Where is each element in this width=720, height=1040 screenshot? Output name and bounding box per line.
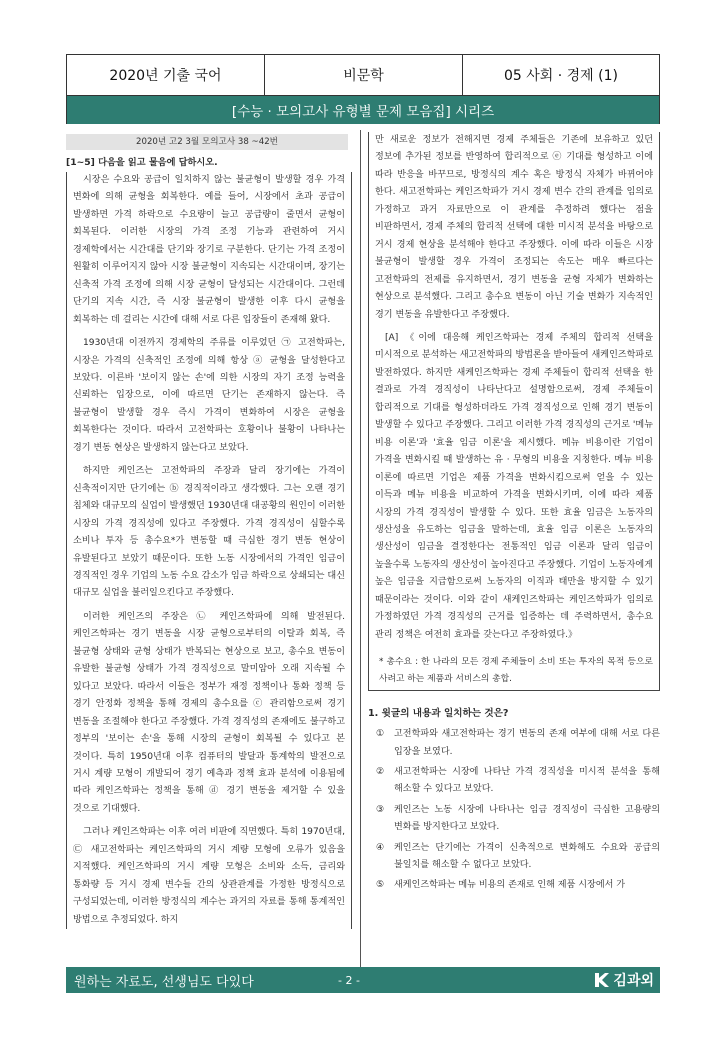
passage-paragraph: 만 새로운 정보가 전해지면 경제 주체들은 기존에 보유하고 있던 정보에 추가된 정보를 반영하여 합리적으로 ⓔ 기대를 형성하고 이에 따라 반응을 바꾸므로, 방정식의 계수 혹은 방정식 자체가 바뀌어야 한다. 새고전학파는 케인즈학파가 거시 경제 변수 간의 관계를 임의로 가정하고 과거 자료만으로 이 관계를 추정하려 했다는 점을 비판하면서, 경제 주체의 합리적 선택에 대한 미시적 분석을 바탕으로 거시 경제 현상을 분석해야 한다고 주장했다. 이에 따라 이들은 시장 불균형이 발생할 경우 가격이 조정되는 속도는 매우 빠르다는 고전학파의 전제를 유지하면서, 경기 변동을 균형 자체가 변화하는 현상으로 분석했다. 그리고 총수요 변동이 아닌 기술 변화가 지속적인 경기 변동을 유발한다고 주장했다. xyxy=(375,135,653,320)
option-text: 새고전학파는 시장에 나타난 가격 경직성을 미시적 분석을 통해 해소할 수 있다고 보았다. xyxy=(394,766,660,795)
source-label: 2020년 고2 3월 모의고사 38 ~42번 xyxy=(66,134,348,150)
passage-paragraph: 하지만 케인즈는 고전학파의 주장과 달리 장기에는 가격이 신축적이지만 단기에는 ⓑ 경직적이라고 생각했다. 그는 오랜 경기 침체와 대규모의 실업이 발생했던 1930년대 대공황의 원인이 이러한 시장의 가격 경직성에 있다고 주장했다. 가격 경직성이 심할수록 소비나 투자 등 총수요*가 변동할 때 극심한 경기 변동 현상이 유발된다고 보았기 때문이다. 또한 노동 시장에서의 가격인 임금이 경직적인 경우 기업의 노동 수요 감소가 임금 하락으로 상쇄되는 대신 대규모 실업을 불러일으킨다고 주장했다. xyxy=(73,466,345,599)
brand-logo xyxy=(594,970,654,990)
column-divider xyxy=(360,130,361,967)
footer-bar xyxy=(66,967,660,993)
answer-option[interactable] xyxy=(368,764,660,799)
logo-text: 김과외 xyxy=(613,973,654,989)
left-column xyxy=(66,132,352,966)
passage-box-left xyxy=(66,172,352,929)
answer-option[interactable] xyxy=(368,840,660,875)
k-logo-icon xyxy=(594,972,610,988)
option-text: 케인즈는 노동 시장에 나타나는 임금 경직성이 극심한 고용량의 변화를 방지한다고 보았다. xyxy=(394,804,660,833)
right-column xyxy=(368,132,660,966)
answer-option[interactable] xyxy=(368,726,660,761)
footer-tagline: 원하는 자료도, 선생님도 다있다 xyxy=(74,974,254,990)
header-exam-year: 2020년 기출 국어 xyxy=(67,55,265,95)
answer-option[interactable] xyxy=(368,877,660,894)
option-number: ② xyxy=(376,766,385,777)
option-text: 고전학파와 새고전학파는 경기 변동의 존재 여부에 대해 서로 다른 입장을 보였다. xyxy=(394,729,660,757)
passage-paragraph: 그러나 케인즈학파는 이후 여러 비판에 직면했다. 특히 1970년대, ㉢ 새고전학파는 케인즈학파의 거시 계량 모형에 오류가 있음을 지적했다. 케인즈학파의 거시 계량 모형은 소비와 소득, 금리와 통화량 등 거시 경제 변수들 간의 상관관계를 가정한 방정식으로 구성되었는데, 이러한 방정식의 계수는 과거의 자료를 통해 통계적인 방법으로 추정되었다. 하지 xyxy=(73,827,345,925)
passage-box-right xyxy=(368,132,660,691)
header-unit: 05 사회 · 경제 (1) xyxy=(504,68,618,84)
passage-paragraph: 1930년대 이전까지 경제학의 주류를 이루었던 ㉠ 고전학파는, 시장은 가격의 신축적인 조정에 의해 항상 ⓐ 균형을 달성한다고 보았다. 이른바 '보이지 않는 손'에 의한 시장의 자기 조정 능력을 신뢰하는 입장으로, 이에 따르면 단기는 존재하지 않는다. 즉 불균형이 발생할 경우 즉시 가격이 변화하여 시장은 균형을 회복한다는 것이다. 따라서 고전학파는 호황이나 불황이 나타나는 경기 변동 현상은 발생하지 않는다고 보았다. xyxy=(73,338,345,453)
header-category: 비문학 xyxy=(265,55,463,95)
instruction: [1~5] 다음을 읽고 물음에 답하시오. xyxy=(66,157,218,168)
option-text: 새케인즈학파는 메뉴 비용의 존재로 인해 제품 시장에서 가 xyxy=(394,880,626,891)
option-text: 케인즈는 단기에는 가격이 신축적으로 변화해도 수요와 공급의 불일치를 해소할 수 없다고 보았다. xyxy=(394,842,660,870)
option-number: ③ xyxy=(376,804,385,815)
option-number: ⑤ xyxy=(376,880,385,891)
question-title: 1. 윗글의 내용과 일치하는 것은? xyxy=(368,708,509,720)
passage-paragraph: 이러한 케인즈의 주장은 ㉡ 케인즈학파에 의해 발전된다. 케인즈학파는 경기 변동을 시장 균형으로부터의 이탈과 회복, 즉 불균형 상태와 균형 상태가 반복되는 현상으로 보고, 총수요 변동이 유발한 불균형 상태가 가격 경직성으로 말미암아 오래 지속될 수 있다고 보았다. 따라서 이들은 정부가 재정 정책이나 통화 정책 등 경기 안정화 정책을 통해 경제의 총수요를 ⓒ 관리함으로써 경기 변동을 조절해야 한다고 주장했다. 가격 경직성의 존재에도 불구하고 정부의 '보이는 손'을 통해 시장의 균형이 회복될 수 있다고 본 것이다. 특히 1950년대 이후 컴퓨터의 발달과 통계학의 발전으로 거시 계량 모형이 개발되어 경기 예측과 정책 효과 분석에 이용됨에 따라 케인즈학파는 정책을 통해 ⓓ 경기 변동을 제거할 수 있을 것으로 기대했다. xyxy=(73,611,345,814)
answer-option[interactable] xyxy=(368,802,660,837)
footnote: * 총수요 : 한 나라의 모든 경제 주체들이 소비 또는 투자의 목적 등으로 사려고 하는 제품과 서비스의 총합. xyxy=(379,657,653,685)
option-number: ④ xyxy=(376,842,385,853)
header-table xyxy=(66,54,660,96)
page-number: - 2 - xyxy=(338,973,360,987)
passage-paragraph: 시장은 수요와 공급이 일치하지 않는 불균형이 발생할 경우 가격 변화에 의해 균형을 회복한다. 예를 들어, 시장에서 초과 공급이 발생하면 가격 하락으로 수요량이 늘고 공급량이 줄면서 균형이 회복된다. 이러한 시장의 가격 조정 기능과 관련하여 거시 경제학에서는 시간대를 단기와 장기로 구분한다. 단기는 가격 조정이 원활히 이루어지지 않아 시장 불균형이 지속되는 시간대이며, 장기는 신축적 가격 조정에 의해 시장 균형이 달성되는 시간대이다. 그런데 단기의 지속 시간, 즉 시장 불균형이 발생한 이후 다시 균형을 회복하는 데 걸리는 시간에 대해 서로 다른 입장들이 존재해 왔다. xyxy=(73,175,345,325)
option-number: ① xyxy=(376,729,385,740)
passage-paragraph-a: [A] 《이에 대응해 케인즈학파는 경제 주체의 합리적 선택을 미시적으로 분석하는 새고전학파의 방법론을 받아들여 새케인즈학파로 발전하였다. 하지만 새케인즈학파는 경제 주체들이 합리적 선택을 한 결과로 가격 경직성이 나타난다고 설명함으로써, 경제 주체들이 합리적으로 기대를 형성하더라도 가격 경직성으로 인해 경기 변동이 발생할 수 있다고 주장했다. 그리고 이러한 가격 경직성의 근거로 '메뉴 비용 이론'과 '효율 임금 이론'을 제시했다. 메뉴 비용이란 기업이 가격을 변화시킬 때 발생하는 유 · 무형의 비용을 지칭한다. 메뉴 비용 이론에 따르면 기업은 제품 가격을 변화시킴으로써 얻을 수 있는 이득과 메뉴 비용을 비교하여 가격을 변화시키며, 이에 따라 제품 시장의 가격 경직성이 발생할 수 있다. 또한 효율 임금은 노동자의 생산성을 유도하는 임금을 말하는데, 효율 임금 이론은 노동자의 생산성이 임금을 결정한다는 전통적인 임금 이론과 달리 임금이 높을수록 노동자의 생산성이 높아진다고 주장했다. 기업이 노동자에게 높은 임금을 지급함으로써 노동자의 이직과 태만을 방지할 수 있기 때문이라는 것이다. 이와 같이 새케인즈학파는 케인즈학파가 임의로 가정하였던 가격 경직성의 근거를 입증하는 데 주력하면서, 총수요 관리 정책은 여전히 효과를 갖는다고 주장하였다.》 xyxy=(375,332,653,640)
series-banner: [수능 · 모의고사 유형별 문제 모음집] 시리즈 xyxy=(66,96,660,124)
